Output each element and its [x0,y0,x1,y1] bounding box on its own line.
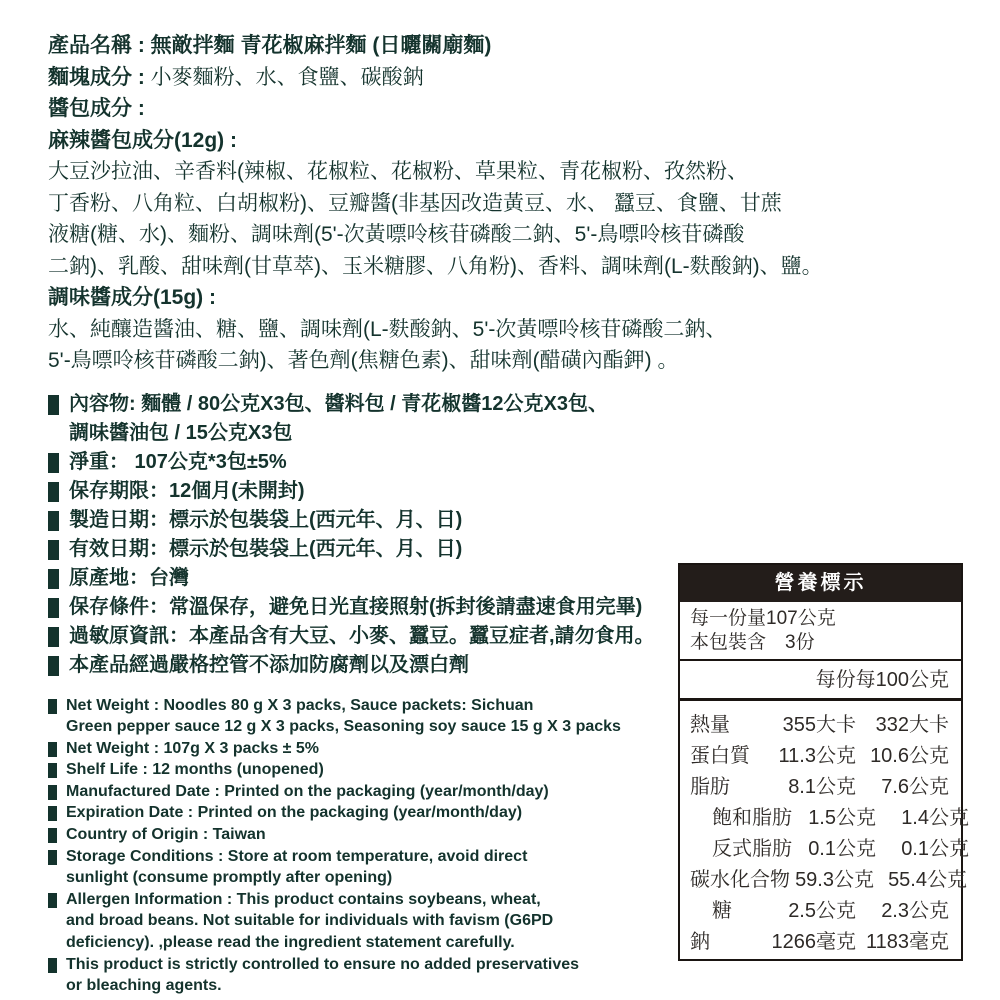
noodle-ingredients-label: 麵塊成分 : [48,65,151,89]
bullet-marker-icon [48,850,57,865]
nutrition-rows [680,701,969,958]
list-item [48,477,688,506]
list-item [48,824,668,846]
list-item [48,535,688,564]
spicy-sauce-ingredients-line: 丁香粉、八角粒、白胡椒粉)、豆瓣醬(非基因改造黃豆、水、 蠶豆、食鹽、甘蔗 [48,191,782,215]
list-item [48,390,688,448]
info-en-net-weight-line: Green pepper sauce 12 g X 3 packs, Seasoning soy sauce 15 g X 3 packs [66,718,621,736]
list-item [48,695,668,738]
product-info-list-en [48,695,668,997]
nutrition-column-spacer [690,668,772,692]
bullet-marker-icon [48,395,59,415]
nutrition-row-fat: 脂肪 8.1公克 7.6公克 [690,776,949,798]
info-en-allergen-line: deficiency). ,please read the ingredient statement carefully. [66,934,515,952]
bullet-marker-icon [48,785,57,800]
info-shelf-life-line: 保存期限：12個月(未開封) [69,479,305,502]
nutrition-table [678,563,969,961]
spicy-sauce-ingredients-line: 二鈉)、乳酸、甜味劑(甘草萃)、玉米糖膠、八角粉)、香料、調味劑(L-麩酸鈉)、鹽。 [48,254,823,278]
list-item [48,448,688,477]
list-item [48,802,668,824]
info-contents-line: 調味醬油包 / 15公克X3包 [69,421,293,444]
list-item [48,593,688,622]
nutrition-col-per-serving: 每份 [815,669,856,691]
bullet-marker-icon [48,828,57,843]
seasoning-sauce-header: 調味醬成分(15g) : [48,286,216,309]
product-name-value: 無敵拌麵 青花椒麻拌麵 (日曬關廟麵) [150,34,492,57]
bullet-marker-icon [48,540,59,560]
bullet-marker-icon [48,958,57,973]
info-en-expiration-date-line: Expiration Date : Printed on the packaging (year/month/day) [66,804,523,822]
info-en-manufactured-date-line: Manufactured Date : Printed on the packaging (year/month/day) [66,782,549,800]
info-contents-line: 內容物: 麵體 / 80公克X3包、醬料包 / 青花椒醬12公克X3包、 [69,392,608,415]
list-item [48,651,688,680]
bullet-marker-icon [48,598,59,618]
nutrition-row-saturated-fat: 飽和脂肪 1.5公克 1.4公克 [712,807,969,829]
ingredients-block [48,30,888,377]
list-item [48,506,688,535]
nutrition-row-carbohydrate: 碳水化合物 59.3公克 55.4公克 [690,869,967,891]
info-en-no-preservatives-line: or bleaching agents. [66,977,222,995]
bullet-marker-icon [48,742,57,757]
info-storage-line: 保存條件：常溫保存，避免日光直接照射(拆封後請盡速食用完畢) [69,595,643,618]
nutrition-row-protein: 蛋白質 11.3公克 10.6公克 [690,745,949,767]
info-manufactured-date-line: 製造日期：標示於包裝袋上(西元年、月、日) [69,508,463,531]
sauce-packets-header: 醬包成分 : [48,97,145,120]
info-en-shelf-life-line: Shelf Life : 12 months (unopened) [66,761,324,779]
info-expiration-date-line: 有效日期：標示於包裝袋上(西元年、月、日) [69,537,463,560]
nutrition-col-per-100g: 每100公克 [855,669,949,691]
nutrition-servings-per-pack: 本包裝含 3份 [690,632,815,653]
nutrition-table-title: 營養標示 [680,565,961,602]
nutrition-row-sodium: 鈉 1266毫克 1183毫克 [690,931,949,953]
product-name-line [48,30,888,62]
list-item [48,738,668,760]
info-net-weight-line: 淨重： 107公克*3包±5% [69,450,287,473]
list-item [48,564,688,593]
info-en-storage-line: Storage Conditions : Store at room temperature, avoid direct [66,847,528,865]
list-item [48,622,688,651]
bullet-marker-icon [48,453,59,473]
bullet-marker-icon [48,569,59,589]
spicy-sauce-ingredients-line: 液糖(糖、水)、麵粉、調味劑(5'-次黃嘌呤核苷磷酸二鈉、5'-鳥嘌呤核苷磷酸 [48,223,745,246]
list-item [48,889,668,954]
product-name-label: 產品名稱 : [48,34,151,57]
info-en-no-preservatives-line: This product is strictly controlled to ensure no added preservatives [66,955,580,973]
info-allergen-line: 過敏原資訊：本產品含有大豆、小麥、蠶豆。蠶豆症者,請勿食用。 [69,624,655,647]
nutrition-row-trans-fat: 反式脂肪 0.1公克 0.1公克 [712,838,969,860]
info-en-storage-line: sunlight (consume promptly after opening) [66,869,393,887]
product-info-list-zh [48,390,688,680]
bullet-marker-icon [48,656,59,676]
seasoning-sauce-ingredients-line: 水、純釀造醬油、糖、鹽、調味劑(L-麩酸鈉、5'-次黃嘌呤核苷磷酸二鈉、 [48,317,727,341]
list-item [48,781,668,803]
bullet-marker-icon [48,806,57,821]
info-en-net-weight-total-line: Net Weight : 107g X 3 packs ± 5% [66,739,320,757]
info-en-allergen-line: and broad beans. Not suitable for individuals with favism (G6PD [66,912,554,930]
bullet-marker-icon [48,763,57,778]
noodle-ingredients-value: 小麥麵粉、水、食鹽、碳酸鈉 [150,65,424,89]
nutrition-column-headers [680,661,961,701]
list-item [48,846,668,889]
info-origin-line: 原產地：台灣 [69,566,189,589]
bullet-marker-icon [48,482,59,502]
bullet-marker-icon [48,627,59,647]
info-no-preservatives-line: 本產品經過嚴格控管不添加防腐劑以及漂白劑 [69,653,469,676]
spicy-sauce-header: 麻辣醬包成分(12g) : [48,128,237,152]
nutrition-row-calories: 熱量 355大卡 332大卡 [690,714,949,736]
bullet-marker-icon [48,893,57,908]
bullet-marker-icon [48,699,57,714]
list-item [48,954,668,997]
nutrition-row-sugar: 糖 2.5公克 2.3公克 [712,900,949,922]
nutrition-serving-size: 每一份量107公克 [690,608,836,629]
list-item [48,759,668,781]
info-en-origin-line: Country of Origin : Taiwan [66,826,266,844]
bullet-marker-icon [48,511,59,531]
info-en-allergen-line: Allergen Information : This product contains soybeans, wheat, [66,890,541,908]
spicy-sauce-ingredients-line: 大豆沙拉油、辛香料(辣椒、花椒粒、花椒粉、草果粒、青花椒粉、孜然粉、 [48,160,748,183]
seasoning-sauce-ingredients-line: 5'-鳥嘌呤核苷磷酸二鈉)、著色劑(焦糖色素)、甜味劑(醋磺內酯鉀) 。 [48,349,679,372]
noodle-ingredients-line [48,62,888,94]
info-en-net-weight-line: Net Weight : Noodles 80 g X 3 packs, Sauce packets: Sichuan [66,696,534,714]
nutrition-serving-info [680,602,961,661]
